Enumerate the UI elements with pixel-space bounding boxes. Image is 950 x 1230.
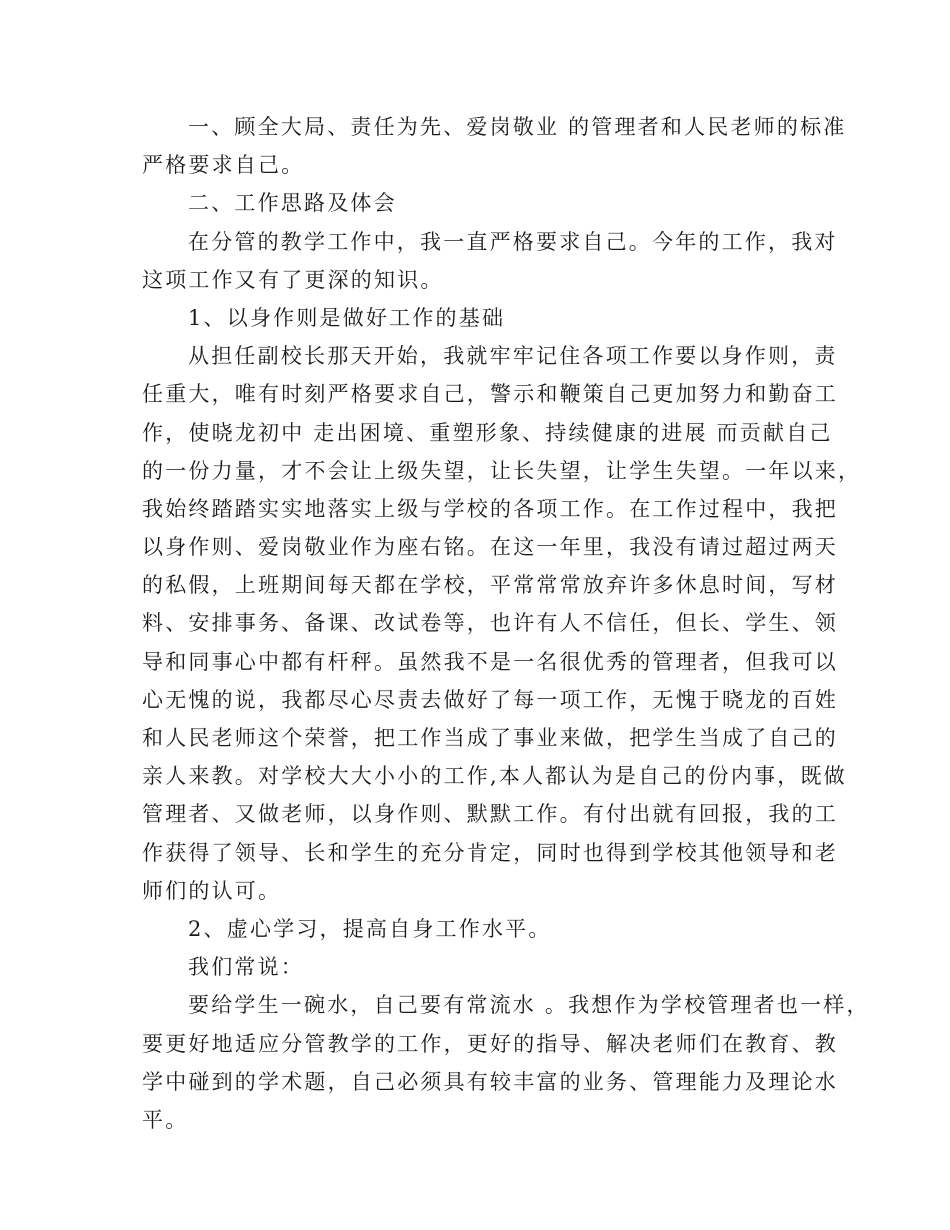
section-heading: 2、虚心学习，提高自身工作水平。 bbox=[188, 916, 552, 941]
section-heading: 1、以身作则是做好工作的基础 bbox=[188, 305, 506, 330]
text-line: 要更好地适应分管教学的工作，更好的指导、解决老师们在教育、教 bbox=[142, 1031, 838, 1056]
text-line: 的一份力量，才不会让上级失望，让长失望，让学生失望。一年以来， bbox=[142, 458, 862, 483]
text-line: 任重大，唯有时刻严格要求自己，警示和鞭策自己更加努力和勤奋工 bbox=[142, 382, 838, 407]
text-line: 管理者、又做老师，以身作则、默默工作。有付出就有回报，我的工 bbox=[142, 802, 838, 827]
text-line: 从担任副校长那天开始，我就牢牢记住各项工作要以身作则，责 bbox=[188, 344, 838, 369]
text-line: 这项工作又有了更深的知识。 bbox=[142, 267, 444, 292]
text-line: 一、顾全大局、责任为先、爱岗敬业 的管理者和人民老师的标准 bbox=[188, 115, 847, 139]
text-line: 以身作则、爱岗敬业作为座右铭。在这一年里，我没有请过超过两天 bbox=[142, 535, 838, 560]
text-line: 的私假，上班期间每天都在学校，平常常常放弃许多休息时间，写材 bbox=[142, 573, 838, 598]
text-line: 我始终踏踏实实地落实上级与学校的各项工作。在工作过程中，我把 bbox=[142, 496, 838, 521]
text-line: 和人民老师这个荣誉，把工作当成了事业来做，把学生当成了自己的 bbox=[142, 726, 838, 750]
text-line: 导和同事心中都有杆秤。虽然我不是一名很优秀的管理者，但我可以 bbox=[142, 649, 838, 674]
text-line: 作，使晓龙初中 走出困境、重塑形象、持续健康的进展 而贡献自己 bbox=[142, 420, 833, 445]
text-line: 严格要求自己。 bbox=[142, 153, 305, 178]
text-line: 料、安排事务、备课、改试卷等，也许有人不信任，但长、学生、领 bbox=[142, 611, 838, 636]
document-body bbox=[142, 108, 870, 1139]
text-line: 心无愧的说，我都尽心尽责去做好了每一项工作，无愧于晓龙的百姓 bbox=[142, 687, 838, 712]
text-line: 我们常说： bbox=[188, 955, 304, 980]
text-line: 作获得了领导、长和学生的充分肯定，同时也得到学校其他领导和老 bbox=[142, 840, 838, 865]
text-line: 师们的认可。 bbox=[142, 878, 282, 903]
text-line: 平。 bbox=[142, 1107, 189, 1132]
text-line: 在分管的教学工作中，我一直严格要求自己。今年的工作，我对 bbox=[188, 229, 838, 254]
text-line: 亲人来教。对学校大大小小的工作,本人都认为是自己的份内事，既做 bbox=[142, 764, 847, 789]
text-line: 要给学生一碗水，自己要有常流水 。我想作为学校管理者也一样， bbox=[188, 993, 870, 1018]
text-line: 学中碰到的学术题，自己必须具有较丰富的业务、管理能力及理论水 bbox=[142, 1069, 838, 1094]
section-heading: 二、工作思路及体会 bbox=[188, 191, 397, 216]
